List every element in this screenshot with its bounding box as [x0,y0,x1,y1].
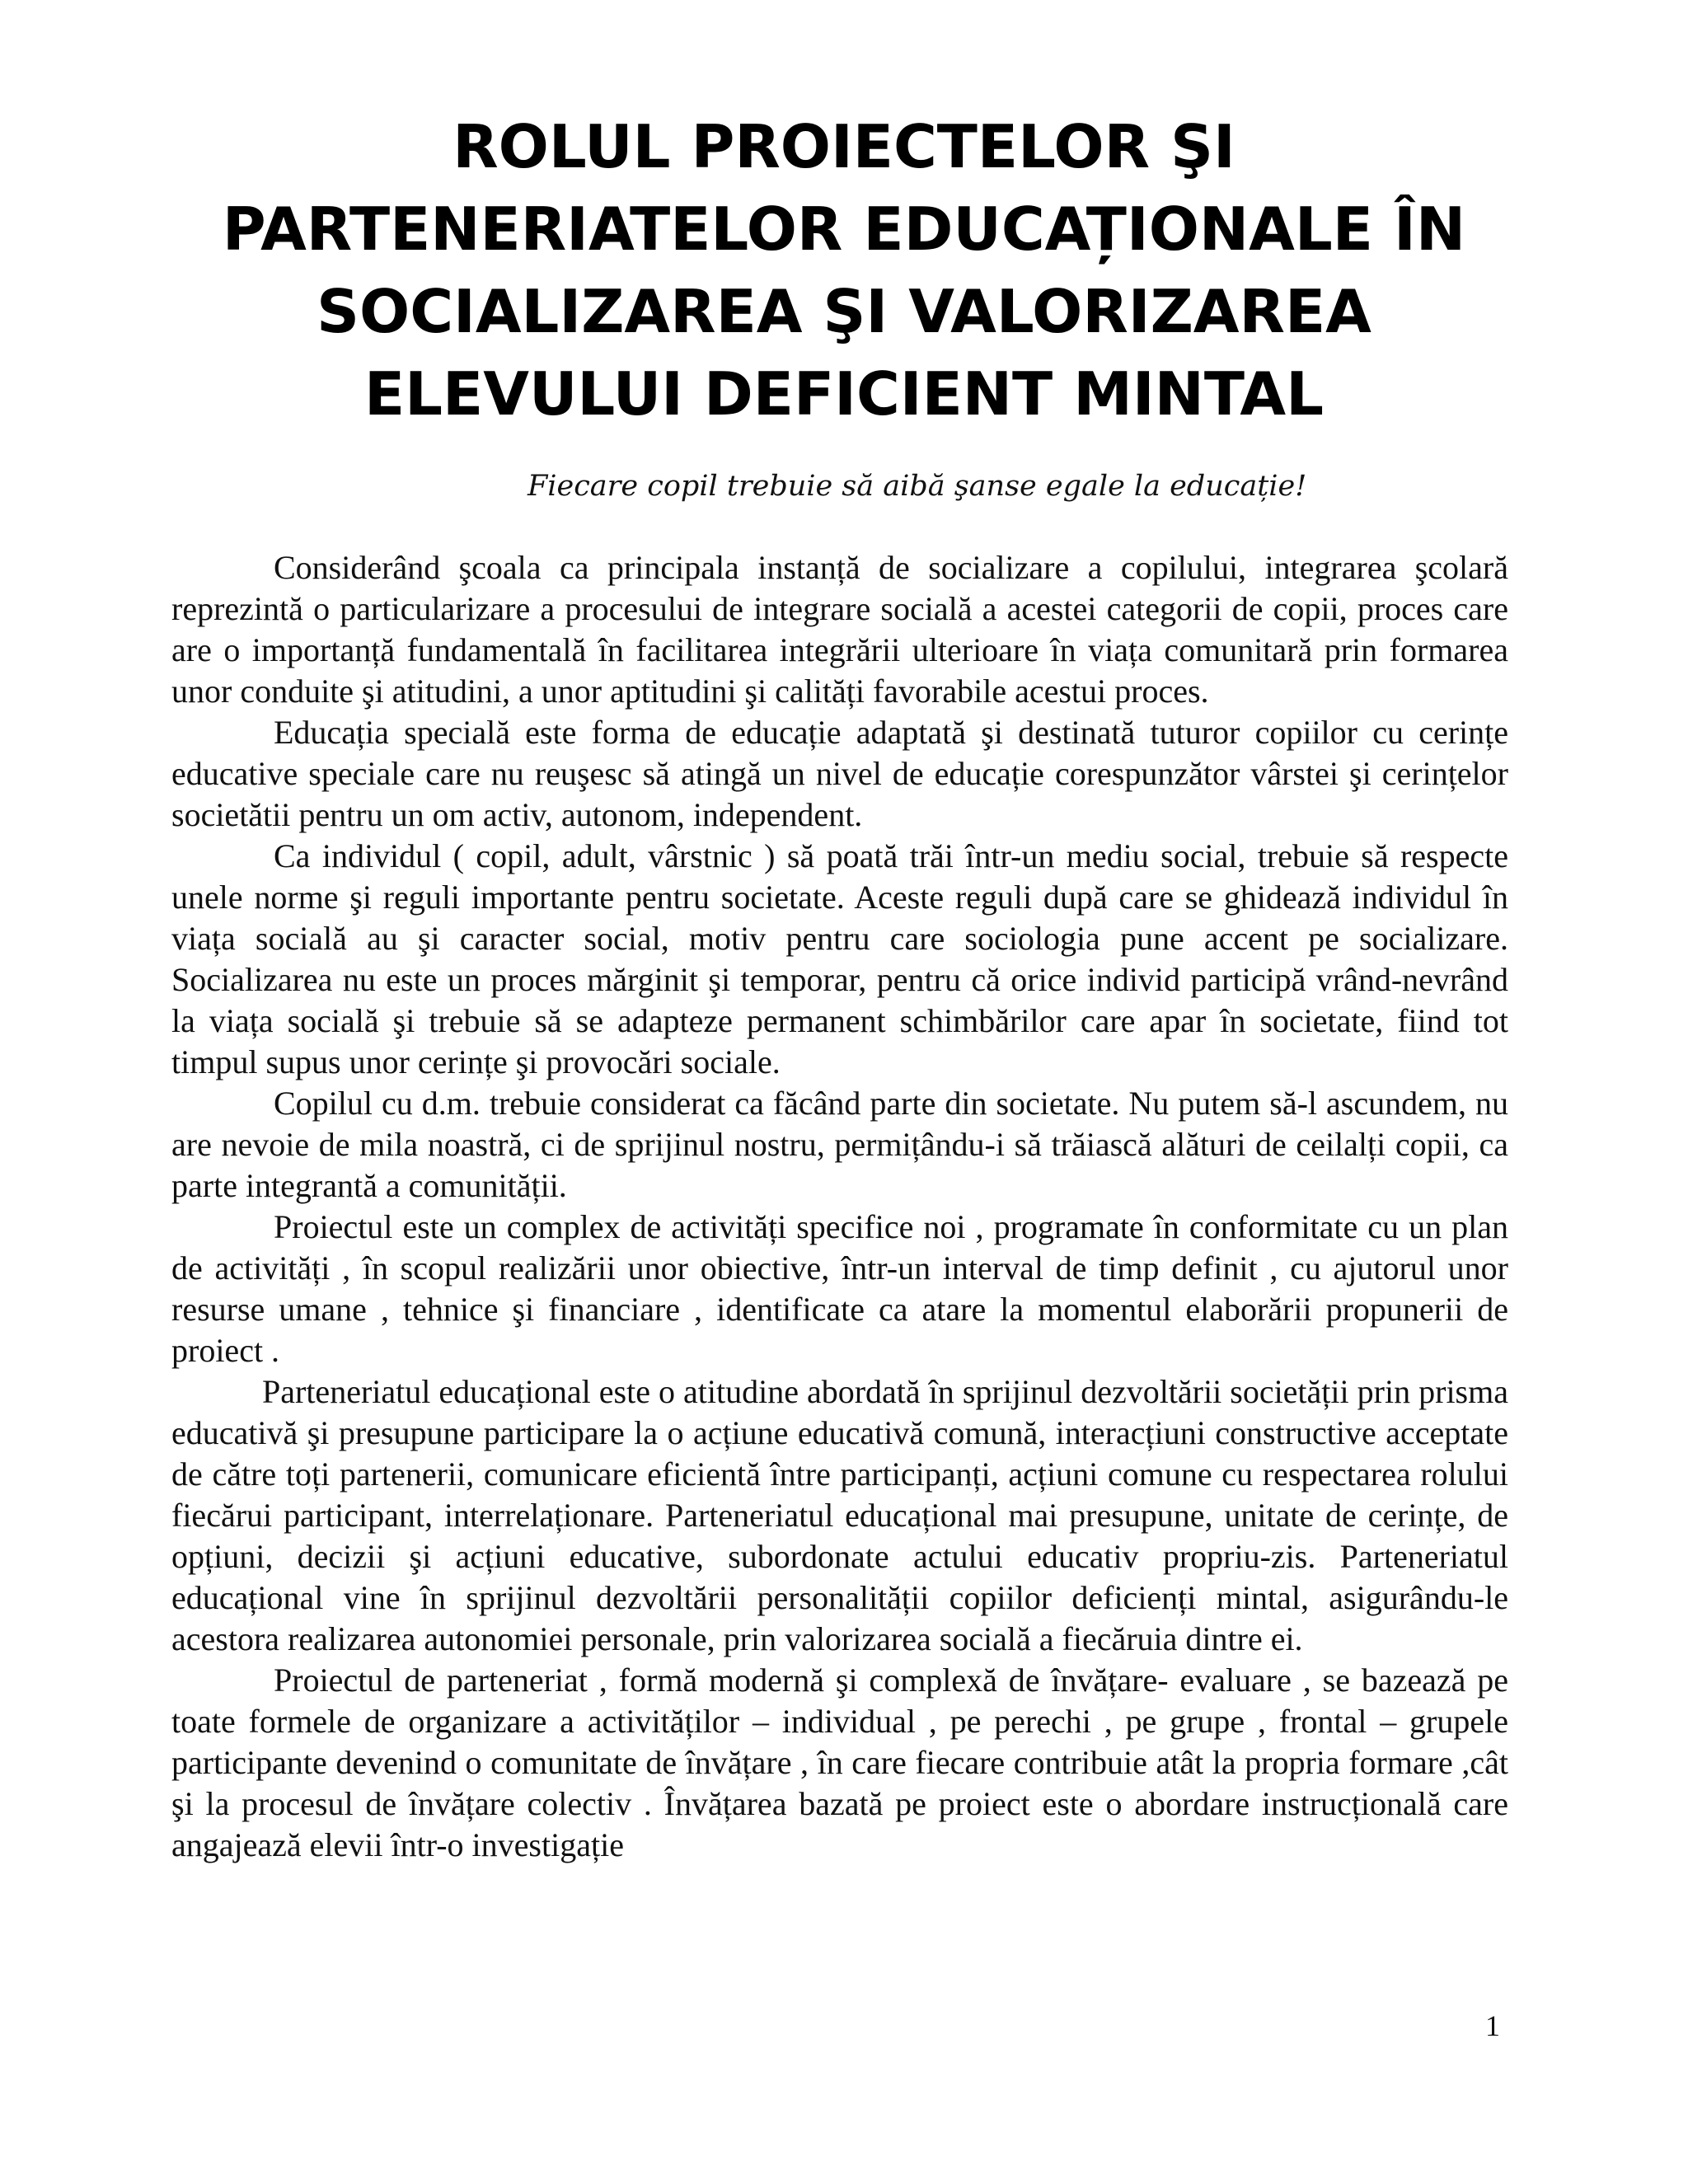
title-line: PARTENERIATELOR EDUCAȚIONALE ÎN [222,194,1466,264]
paragraph: Proiectul este un complex de activități specifice noi , programate în conformitate cu un plan de activități , în scopul realizării unor obiective, într-un interval de timp definit , cu ajutorul unor resurse umane , tehnice şi financiare , identificate ca atare la momentul elaborării propunerii de proiect . [171,1208,1508,1369]
paragraph: Copilul cu d.m. trebuie considerat ca făcând parte din societate. Nu putem să-l ascundem, nu are nevoie de mila noastră, ci de sprijinul nostru, permițându-i să trăiască alături de ceilalți copii, ca parte integrantă a comunității. [171,1085,1508,1204]
paragraph: Considerând şcoala ca principala instanță de socializare a copilului, integrarea şcolară reprezintă o particularizare a procesului de integrare socială a acestei categorii de copii, proces care are o importanță fundamentală în facilitarea integrării ulterioare în viața comunitară prin formarea unor conduite şi atitudini, a unor aptitudini şi calități favorabile acestui proces. [171,549,1508,710]
title-line: SOCIALIZAREA ŞI VALORIZAREA [316,277,1372,346]
paragraph: Ca individul ( copil, adult, vârstnic ) să poată trăi într-un mediu social, trebuie să respecte unele norme şi reguli importante pentru societate. Aceste reguli după care se ghidează individul în viața socială au şi caracter social, motiv pentru care sociologia pune accent pe socializare. Socializarea nu este un proces mărginit şi temporar, pentru că orice individ participă vrând-nevrând la viața socială şi trebuie să se adapteze permanent schimbărilor care apar în societate, fiind tot timpul supus unor cerințe şi provocări sociale. [171,837,1508,1080]
title-line: ROLUL PROIECTELOR ŞI [452,112,1236,181]
body-text [171,547,1508,1866]
paragraph: Educația specială este forma de educație adaptată şi destinată tuturor copiilor cu cerințe educative speciale care nu reuşesc să atingă un nivel de educație corespunzător vârstei şi cerințelor societătii pentru un om activ, autonom, independent. [171,714,1508,833]
title-line: ELEVULUI DEFICIENT MINTAL [363,359,1325,429]
motto-quote: Fiecare copil trebuie să aibă şanse egale la educație! [528,470,1307,503]
paragraph: Parteneriatul educațional este o atitudine abordată în sprijinul dezvoltării societății prin prisma educativă şi presupune participare la o acțiune educativă comună, interacțiuni constructive acceptate de către toți partenerii, comunicare eficientă între participanți, acțiuni comune cu respectarea rolului fiecărui participant, interrelaționare. Parteneriatul educațional mai presupune, unitate de cerințe, de opțiuni, decizii şi acțiuni educative, subordonate actului educativ propriu-zis. Parteneriatul educațional vine în sprijinul dezvoltării personalității copiilor deficienți mintal, asigurându-le acestora realizarea autonomiei personale, prin valorizarea socială a fiecăruia dintre ei. [171,1373,1508,1657]
paragraph: Proiectul de parteneriat , formă modernă şi complexă de învățare- evaluare , se bazează pe toate formele de organizare a activităților – individual , pe perechi , pe grupe , frontal – grupele participante devenind o comunitate de învățare , în care fiecare contribuie atât la propria formare ,cât şi la procesul de învățare colectiv . Învățarea bazată pe proiect este o abordare instrucțională care angajează elevii într-o investigație [171,1661,1508,1863]
document-title [132,105,1556,435]
page-number: 1 [1485,2009,1500,2042]
